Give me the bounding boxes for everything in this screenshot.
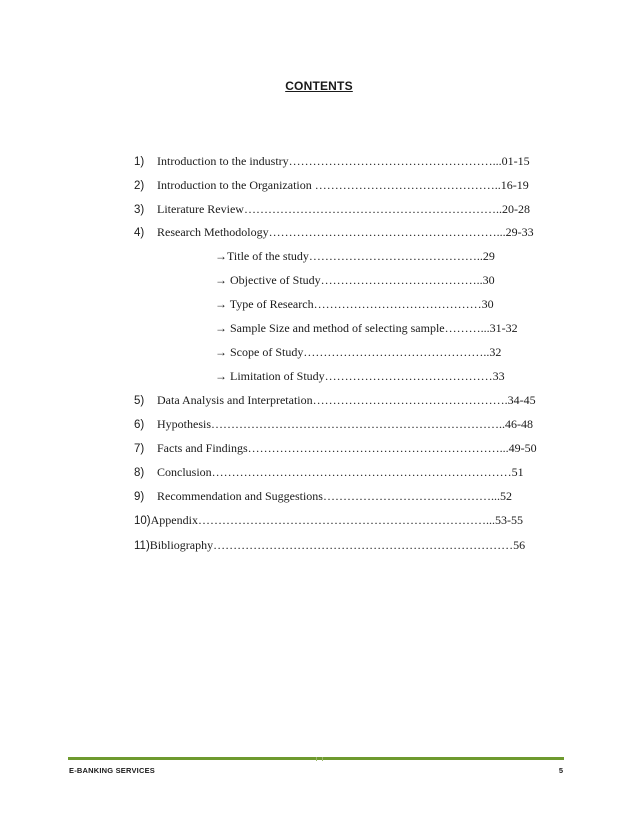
toc-entry-number: 6) [134,419,145,431]
footer-title: E-BANKING SERVICES [69,766,155,775]
footer-rule-mark [322,757,323,761]
toc-entry-8 [134,464,524,480]
toc-entry-6 [134,416,533,432]
toc-entry-number: 3) [134,204,145,216]
toc-subentry-1: →Title of the study……………………………………..29 [215,249,495,263]
toc-entry-text: Facts and Findings………………………………………………………...49-50 [157,441,537,455]
toc-entry-number: 1) [134,156,145,168]
toc-entry-11 [134,537,525,553]
toc-entry-number: 7) [134,443,145,455]
toc-entry-1 [134,153,530,169]
toc-entry-text: Hypothesis………………………………………………………………..46-48 [157,417,533,431]
toc-entry-text: Bibliography…………………………………………………………………56 [149,538,526,552]
toc-entry-number: 9) [134,491,145,503]
toc-entry-number: 4) [134,227,145,239]
toc-entry-text: Introduction to the industry……………………………………………...01-15 [157,154,530,168]
contents-title: CONTENTS [285,79,353,93]
toc-entry-9 [134,488,512,504]
footer-rule-mark [316,757,317,761]
toc-entry-3 [134,201,530,217]
toc-entry-text: Introduction to the Organization ………………………………………..16-19 [157,178,529,192]
toc-entry-number: 11) [134,540,150,552]
toc-entry-10 [134,512,523,528]
toc-entry-2 [134,177,529,193]
toc-entry-number: 10) [134,515,151,527]
toc-entry-text: Research Methodology…………………………………………………...29-33 [157,225,534,239]
toc-subentry-3: → Type of Research……………………………………30 [215,297,494,311]
toc-entry-text: Literature Review………………………………………………………..20-28 [157,202,530,216]
toc-entry-7 [134,440,537,456]
toc-entry-number: 8) [134,467,145,479]
toc-subentry-2: → Objective of Study…………………………………..30 [215,273,495,287]
toc-entry-text: Data Analysis and Interpretation………………………………………….34-45 [157,393,536,407]
toc-subentry-5: → Scope of Study………………………………………..32 [215,345,502,359]
page-number: 5 [558,766,563,775]
toc-subentry-4: → Sample Size and method of selecting sample………...31-32 [215,321,518,335]
toc-entry-5 [134,392,536,408]
toc-entry-text: Recommendation and Suggestions……………………………………...52 [157,489,512,503]
toc-entry-number: 5) [134,395,145,407]
toc-subentry-6: → Limitation of Study……………………………………33 [215,369,505,383]
toc-entry-4 [134,224,534,240]
toc-entry-text: Appendix………………………………………………………………...53-55 [150,513,523,527]
toc-entry-number: 2) [134,180,145,192]
toc-entry-text: Conclusion…………………………………………………………………51 [157,465,524,479]
